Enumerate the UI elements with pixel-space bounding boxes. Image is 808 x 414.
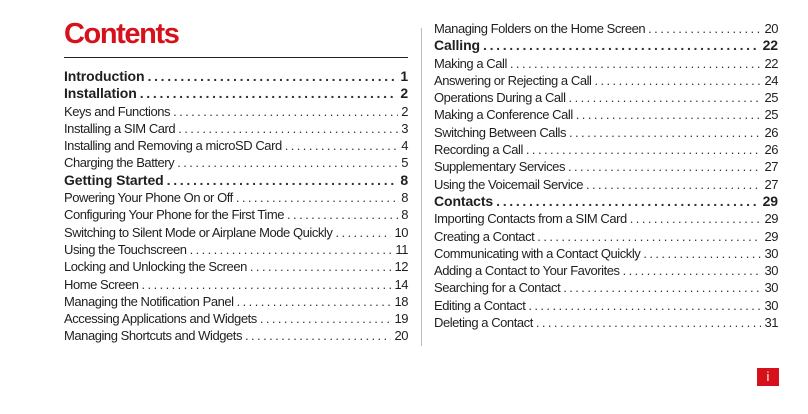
toc-entry[interactable]	[434, 245, 778, 262]
toc-entry-label: Deleting a Contact	[434, 315, 533, 331]
toc-entry[interactable]	[434, 262, 778, 279]
toc-entry-label: Creating a Contact	[434, 228, 535, 244]
toc-entry-page: 29	[762, 192, 778, 209]
toc-entry[interactable]	[64, 189, 408, 206]
toc-entry-page: 29	[764, 228, 778, 244]
toc-entry[interactable]	[64, 137, 408, 154]
toc-entry-label: Operations During a Call	[434, 90, 566, 106]
toc-entry-label: Editing a Contact	[434, 297, 526, 313]
toc-entry[interactable]	[434, 210, 778, 227]
toc-entry-page: 8	[400, 171, 408, 188]
toc-entry[interactable]	[434, 314, 778, 331]
dot-leader	[147, 68, 397, 85]
toc-entry[interactable]	[434, 106, 778, 123]
dot-leader	[576, 106, 762, 123]
dot-leader	[630, 210, 762, 227]
toc-entry-page: 5	[401, 155, 408, 171]
toc-entry[interactable]	[434, 20, 778, 37]
toc-entry-label: Communicating with a Contact Quickly	[434, 245, 641, 261]
toc-entry-page: 10	[394, 224, 408, 240]
toc-entry[interactable]	[434, 158, 778, 175]
toc-entry-label: Locking and Unlocking the Screen	[64, 259, 247, 275]
toc-entry-label: Installing a SIM Card	[64, 120, 176, 136]
toc-entry[interactable]	[64, 120, 408, 137]
toc-entry-page: 8	[401, 207, 408, 223]
toc-entry-label: Searching for a Contact	[434, 280, 561, 296]
title-underline	[64, 57, 408, 58]
column-divider	[421, 28, 422, 346]
toc-entry[interactable]	[64, 327, 408, 344]
toc-left-column	[64, 68, 408, 345]
toc-entry-label: Home Screen	[64, 276, 139, 292]
dot-leader	[142, 276, 392, 293]
toc-entry-label: Contacts	[434, 192, 494, 209]
dot-leader	[140, 85, 398, 102]
dot-leader	[190, 241, 393, 258]
toc-entry-page: 20	[764, 21, 778, 36]
toc-entry-page: 27	[764, 176, 778, 192]
toc-entry[interactable]	[434, 89, 778, 106]
dot-leader	[245, 327, 391, 344]
toc-entry-label: Managing Folders on the Home Screen	[434, 21, 646, 36]
toc-entry[interactable]	[434, 141, 778, 158]
toc-entry-label: Powering Your Phone On or Off	[64, 190, 233, 206]
toc-entry-page: 18	[394, 293, 408, 309]
dot-leader	[237, 293, 392, 310]
toc-entry-page: 30	[764, 297, 778, 313]
toc-entry-label: Importing Contacts from a SIM Card	[434, 211, 627, 227]
toc-entry-page: 8	[401, 190, 408, 206]
toc-entry[interactable]	[434, 297, 778, 314]
toc-entry-label: Configuring Your Phone for the First Time	[64, 207, 285, 223]
toc-entry-page: 12	[394, 259, 408, 275]
dot-leader	[287, 206, 398, 223]
dot-leader	[569, 89, 762, 106]
toc-entry-page: 3	[401, 120, 408, 136]
dot-leader	[643, 245, 761, 262]
toc-entry-label: Answering or Rejecting a Call	[434, 72, 592, 88]
toc-entry-label: Charging the Battery	[64, 155, 175, 171]
dot-leader	[335, 224, 391, 241]
toc-entry-page: 2	[401, 103, 408, 119]
dot-leader	[648, 20, 761, 37]
toc-entry-label: Managing Shortcuts and Widgets	[64, 328, 242, 344]
toc-section-entry[interactable]	[64, 85, 408, 102]
dot-leader	[496, 193, 760, 210]
toc-entry-label: Adding a Contact to Your Favorites	[434, 263, 620, 279]
toc-entry[interactable]	[64, 310, 408, 327]
toc-entry-page: 30	[764, 245, 778, 261]
toc-entry[interactable]	[434, 72, 778, 89]
dot-leader	[260, 310, 392, 327]
toc-section-entry[interactable]	[434, 37, 778, 54]
page-number-badge: i	[757, 368, 779, 386]
toc-entry[interactable]	[64, 224, 408, 241]
toc-entry-page: 19	[394, 311, 408, 327]
toc-entry-page: 29	[764, 211, 778, 227]
toc-entry-page: 11	[395, 241, 408, 257]
dot-leader	[250, 258, 392, 275]
toc-entry-page: 31	[764, 315, 778, 331]
toc-entry-page: 20	[394, 328, 408, 344]
toc-entry-label: Introduction	[64, 68, 145, 84]
toc-entry-page: 14	[394, 276, 408, 292]
dot-leader	[167, 172, 398, 189]
toc-entry-page: 26	[764, 124, 778, 140]
toc-entry-label: Managing the Notification Panel	[64, 293, 234, 309]
toc-entry[interactable]	[64, 258, 408, 275]
dot-leader	[563, 279, 761, 296]
toc-entry[interactable]	[64, 154, 408, 171]
toc-entry[interactable]	[434, 228, 778, 245]
dot-leader	[483, 37, 760, 54]
toc-entry-label: Supplementary Services	[434, 159, 565, 175]
toc-entry-label: Accessing Applications and Widgets	[64, 311, 257, 327]
toc-entry-label: Keys and Functions	[64, 103, 171, 119]
toc-entry-page: 30	[764, 280, 778, 296]
toc-entry[interactable]	[64, 103, 408, 120]
toc-section-entry[interactable]	[64, 68, 408, 85]
toc-entry-page: 25	[764, 90, 778, 106]
toc-entry-label: Getting Started	[64, 171, 164, 188]
toc-entry-page: 22	[764, 55, 778, 71]
dot-leader	[594, 72, 761, 89]
toc-entry[interactable]	[434, 124, 778, 141]
toc-entry-label: Recording a Call	[434, 142, 523, 158]
toc-entry-page: 26	[764, 142, 778, 158]
toc-entry-label: Installing and Removing a microSD Card	[64, 138, 282, 154]
toc-entry-page: 22	[762, 37, 778, 54]
dot-leader	[536, 314, 762, 331]
toc-entry-label: Using the Voicemail Service	[434, 176, 583, 192]
toc-entry[interactable]	[64, 241, 408, 258]
dot-leader	[510, 55, 762, 72]
toc-entry-page: 24	[764, 72, 778, 88]
toc-entry-label: Installation	[64, 85, 137, 102]
toc-entry[interactable]	[64, 276, 408, 293]
dot-leader	[236, 189, 398, 206]
toc-entry-label: Switching to Silent Mode or Airplane Mode Quickly	[64, 224, 333, 240]
toc-entry-page: 25	[764, 107, 778, 123]
toc-entry-label: Calling	[434, 37, 480, 54]
toc-entry-page: 4	[401, 138, 408, 154]
dot-leader	[623, 262, 762, 279]
toc-entry-page: 30	[764, 263, 778, 279]
dot-leader	[526, 141, 762, 158]
toc-entry[interactable]	[64, 206, 408, 223]
dot-leader	[178, 120, 398, 137]
toc-entry[interactable]	[434, 176, 778, 193]
toc-entry[interactable]	[434, 279, 778, 296]
dot-leader	[177, 154, 398, 171]
toc-entry[interactable]	[434, 55, 778, 72]
toc-entry-page: 1	[400, 68, 408, 84]
toc-section-entry[interactable]	[64, 172, 408, 189]
toc-entry[interactable]	[64, 293, 408, 310]
dot-leader	[285, 137, 398, 154]
dot-leader	[568, 158, 761, 175]
toc-entry-page: 27	[764, 159, 778, 175]
dot-leader	[586, 176, 761, 193]
toc-right-column	[434, 20, 778, 331]
toc-entry-label: Using the Touchscreen	[64, 241, 187, 257]
dot-leader	[528, 297, 761, 314]
toc-entry-page: 2	[400, 85, 408, 102]
toc-entry-label: Making a Call	[434, 55, 507, 71]
page-title: Contents	[64, 18, 179, 50]
dot-leader	[537, 228, 761, 245]
toc-entry-label: Switching Between Calls	[434, 124, 566, 140]
dot-leader	[173, 103, 398, 120]
toc-entry-label: Making a Conference Call	[434, 107, 573, 123]
dot-leader	[569, 124, 761, 141]
toc-section-entry[interactable]	[434, 193, 778, 210]
